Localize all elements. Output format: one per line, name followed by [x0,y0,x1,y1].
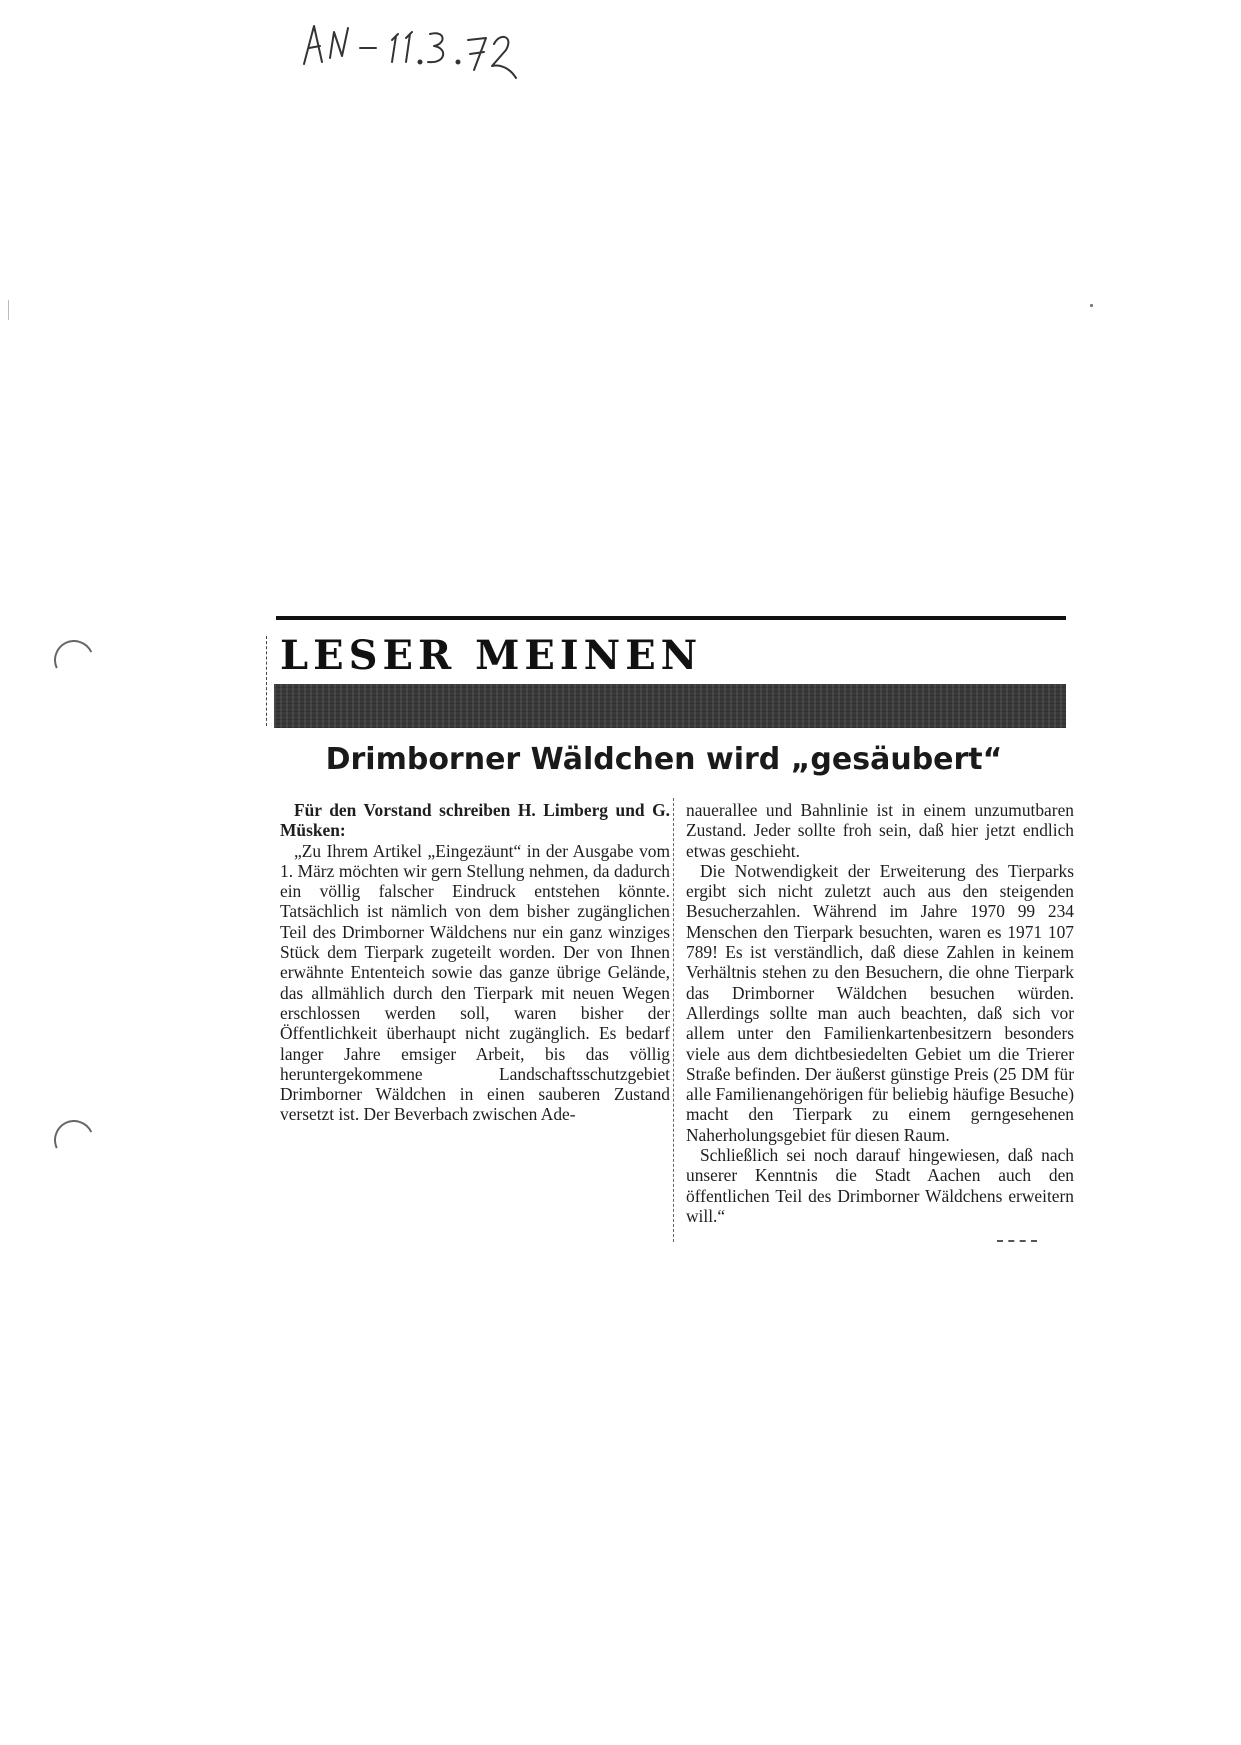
article-paragraph: Die Notwendigkeit der Erweiterung des Tierparks ergibt sich nicht zuletzt auch aus den steigenden Besucherzahlen. Während im Jahre 1970 99 234 Menschen den Tierpark besuchten, waren es 1971 107 789! Es ist verständlich, daß diese Zahlen in keinem Verhältnis stehen zu den Besuchern, die ohne Tierpark das Drimborner Wäldchen besuchen würden. Allerdings sollte man auch beachten, daß sich vor allem unter den Familienkartenbesitzern besonders viele aus dem dichtbesiedelten Gebiet um die Trierer Straße befinden. Der äußerst günstige Preis (25 DM für alle Familienangehörigen für beliebig häufige Besuche) macht den Tierpark zu einem gerngesehenen Naherholungsgebiet für diesen Raum. [686,860,1074,1145]
newspaper-clipping [262,612,1074,1242]
punch-hole-mark [48,1114,99,1165]
left-rule [266,636,268,726]
end-mark [997,1240,1037,1244]
article-paragraph: „Zu Ihrem Artikel „Eingezäunt“ in der Ausgabe vom 1. März möchten wir gern Stellung nehmen, da dadurch ein völlig falscher Eindruck entstehen könnte. Tatsächlich ist nämlich von dem bisher zugänglichen Teil des Drimborner Wäldchens nur ein ganz winziges Stück dem Tierpark zugeteilt worden. Der von Ihnen erwähnte Ententeich sowie das ganze übrige Gelände, das allmählich durch den Tierpark mit neuen Wegen erschlossen werden soll, waren bisher der Öffentlichkeit überhaupt nicht zugänglich. Es bedarf langer Jahre emsiger Arbeit, bis das völlig heruntergekommene Landschaftsschutzgebiet Drimborner Wäldchen in einen sauberen Zustand versetzt ist. Der Beverbach zwischen Ade- [280,840,670,1125]
scan-speck [1090,304,1093,307]
punch-hole-mark [48,634,99,685]
article-byline: Für den Vorstand schreiben H. Limberg und G. Müsken: [280,800,670,841]
article-paragraph: nauerallee und Bahnlinie ist in einem unzumutbaren Zustand. Jeder sollte froh sein, daß hier jetzt endlich etwas geschieht. [686,800,1074,861]
article-column-left [280,800,670,1125]
rubric-title: LESER MEINEN [280,632,703,679]
top-rule [276,616,1066,620]
rubric-bar [274,684,1066,728]
article-paragraph: Schließlich sei noch darauf hingewiesen, daß nach unserer Kenntnis die Stadt Aachen auch den öffentlichen Teil des Drimborner Wäldchens erweitern will.“ [686,1145,1074,1226]
handwritten-date-note [300,18,600,88]
scan-speck [8,300,9,320]
article-headline: Drimborner Wäldchen wird „gesäubert“ [325,742,1003,777]
column-divider [673,798,674,1242]
article-column-right [686,800,1074,1226]
